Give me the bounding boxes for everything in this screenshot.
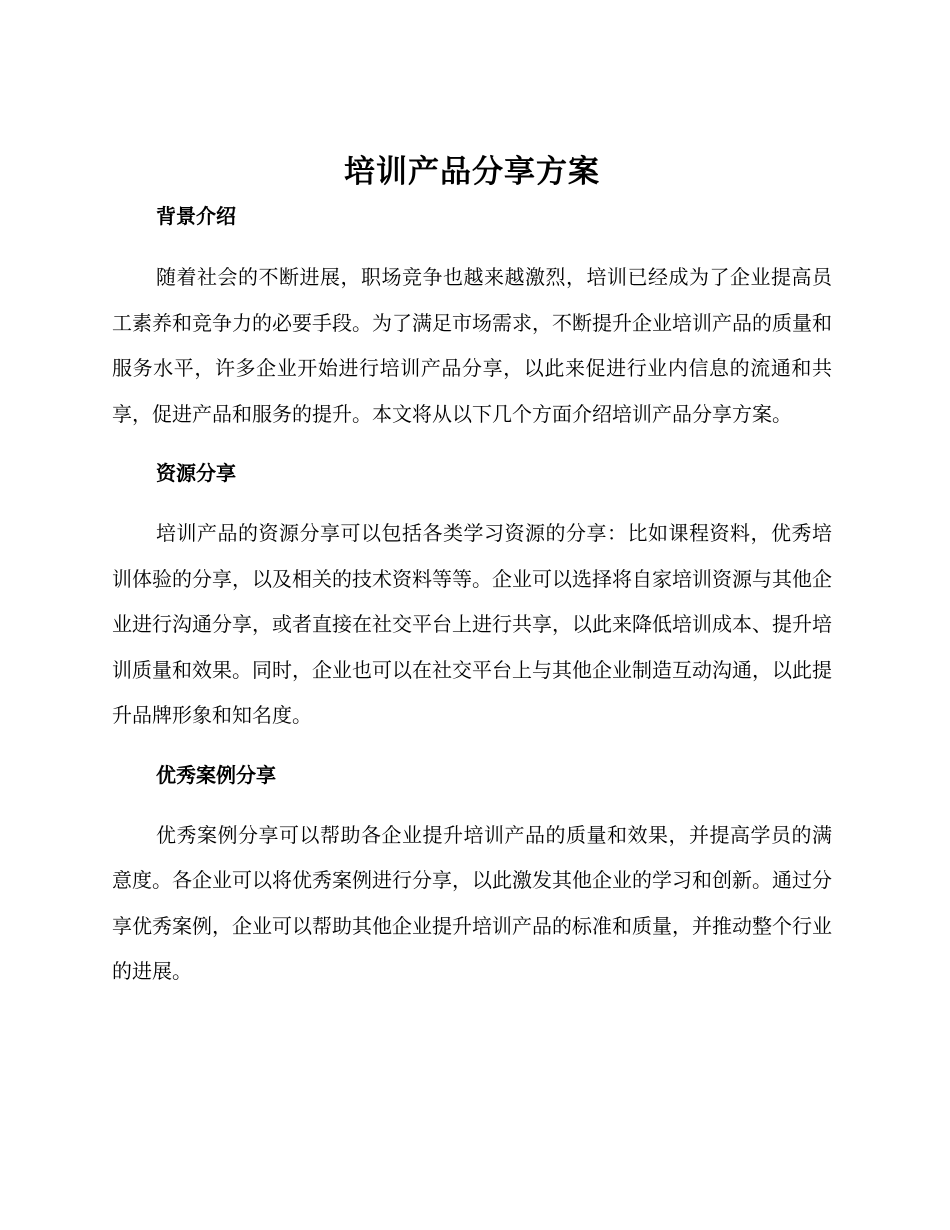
section-paragraph-case-sharing: 优秀案例分享可以帮助各企业提升培训产品的质量和效果，并提高学员的满意度。各企业可以将优秀案例进行分享，以此激发其他企业的学习和创新。通过分享优秀案例，企业可以帮助其他企业提升培训产品的标准和质量，并推动整个行业的进展。 bbox=[112, 822, 832, 983]
section-heading-case-sharing: 优秀案例分享 bbox=[156, 762, 276, 787]
section-paragraph-background: 随着社会的不断进展，职场竞争也越来越激烈，培训已经成为了企业提高员工素养和竞争力的必要手段。为了满足市场需求，不断提升企业培训产品的质量和服务水平，许多企业开始进行培训产品分享，以此来促进行业内信息的流通和共享，促进产品和服务的提升。本文将从以下几个方面介绍培训产品分享方案。 bbox=[112, 265, 832, 426]
section-heading-resource-sharing: 资源分享 bbox=[156, 461, 236, 485]
section-paragraph-resource-sharing: 培训产品的资源分享可以包括各类学习资源的分享：比如课程资料，优秀培训体验的分享，以及相关的技术资料等等。企业可以选择将自家培训资源与其他企业进行沟通分享，或者直接在社交平台上进行共享，以此来降低培训成本、提升培训质量和效果。同时，企业也可以在社交平台上与其他企业制造互动沟通，以此提升品牌形象和知名度。 bbox=[112, 521, 832, 727]
section-heading-background: 背景介绍 bbox=[156, 204, 236, 228]
document-title: 培训产品分享方案 bbox=[344, 154, 600, 190]
